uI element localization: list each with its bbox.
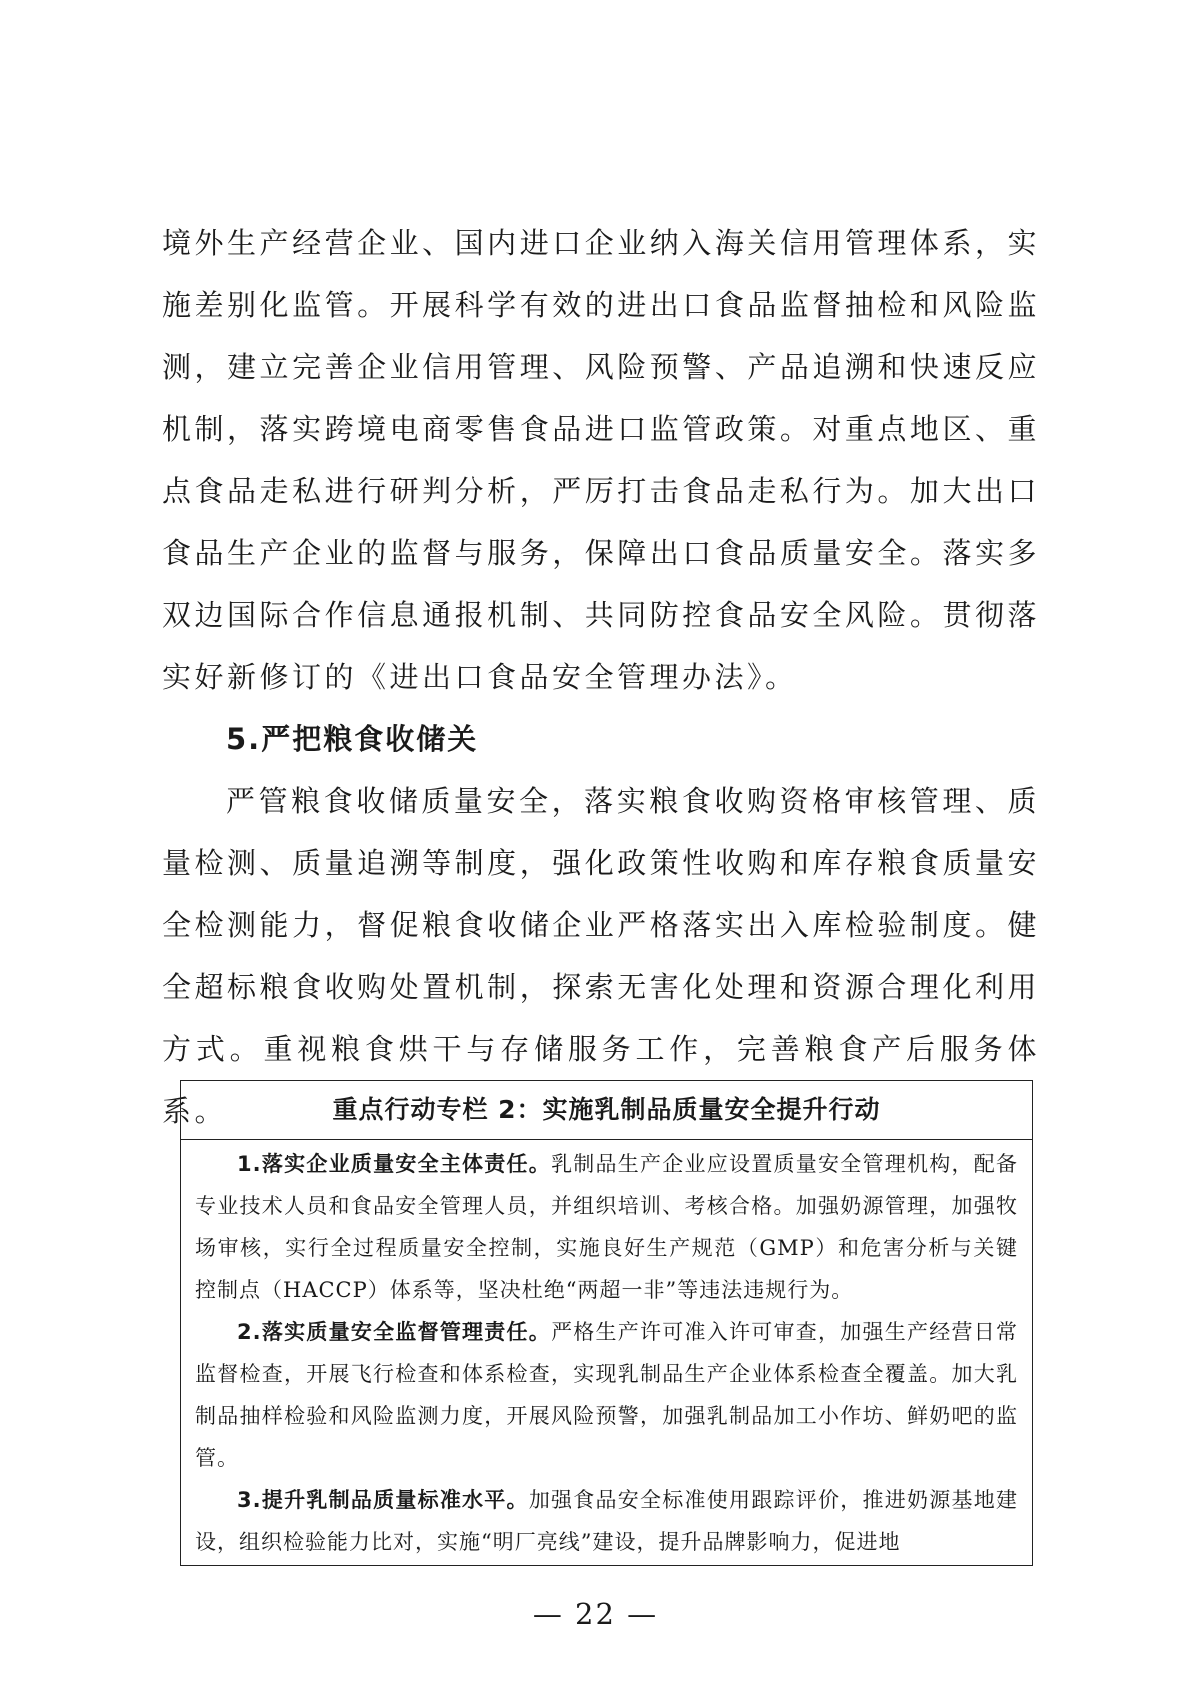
box-item-lead: 2.落实质量安全监督管理责任。 — [237, 1320, 552, 1344]
box-body — [181, 1140, 1032, 1563]
section-heading: 5.严把粮食收储关 — [226, 722, 479, 756]
box-item-text: 严格生产许可准入许可审查，加强生产经营日常监督检查，开展飞行检查和体系检查，实现乳制品生产企业体系检查全覆盖。加大乳制品抽样检验和风险监测力度，开展风险预警，加强乳制品加工小作坊、鲜奶吧的监管。 — [195, 1320, 1019, 1470]
box-title: 重点行动专栏 2：实施乳制品质量安全提升行动 — [181, 1081, 1032, 1140]
box-item-lead: 1.落实企业质量安全主体责任。 — [237, 1152, 552, 1176]
paragraph-grain-storage: 严管粮食收储质量安全，落实粮食收购资格审核管理、质量检测、质量追溯等制度，强化政策性收购和库存粮食质量安全检测能力，督促粮食收储企业严格落实出入库检验制度。健全超标粮食收购处置机制，探索无害化处理和资源合理化利用方式。重视粮食烘干与存储服务工作，完善粮食产后服务体系。 — [162, 784, 1040, 1128]
box-item-1 — [195, 1143, 1018, 1311]
main-text — [162, 212, 1040, 1142]
key-action-box — [180, 1080, 1033, 1566]
page-number: — 22 — — [532, 1597, 659, 1631]
box-item-3 — [195, 1479, 1018, 1563]
box-item-text: 加强食品安全标准使用跟踪评价，推进奶源基地建设，组织检验能力比对，实施“明厂亮线”建设，提升品牌影响力，促进地 — [195, 1488, 1019, 1554]
paragraph-continued: 境外生产经营企业、国内进口企业纳入海关信用管理体系，实施差别化监管。开展科学有效的进出口食品监督抽检和风险监测，建立完善企业信用管理、风险预警、产品追溯和快速反应机制，落实跨境电商零售食品进口监管政策。对重点地区、重点食品走私进行研判分析，严厉打击食品走私行为。加大出口食品生产企业的监督与服务，保障出口食品质量安全。落实多双边国际合作信息通报机制、共同防控食品安全风险。贯彻落实好新修订的《进出口食品安全管理办法》。 — [162, 226, 1040, 694]
box-item-lead: 3.提升乳制品质量标准水平。 — [237, 1488, 529, 1512]
box-item-2 — [195, 1311, 1018, 1479]
box-item-text: 乳制品生产企业应设置质量安全管理机构，配备专业技术人员和食品安全管理人员，并组织培训、考核合格。加强奶源管理，加强牧场审核，实行全过程质量安全控制，实施良好生产规范（GMP）和危害分析与关键控制点（HACCP）体系等，坚决杜绝“两超一非”等违法违规行为。 — [195, 1152, 1019, 1302]
